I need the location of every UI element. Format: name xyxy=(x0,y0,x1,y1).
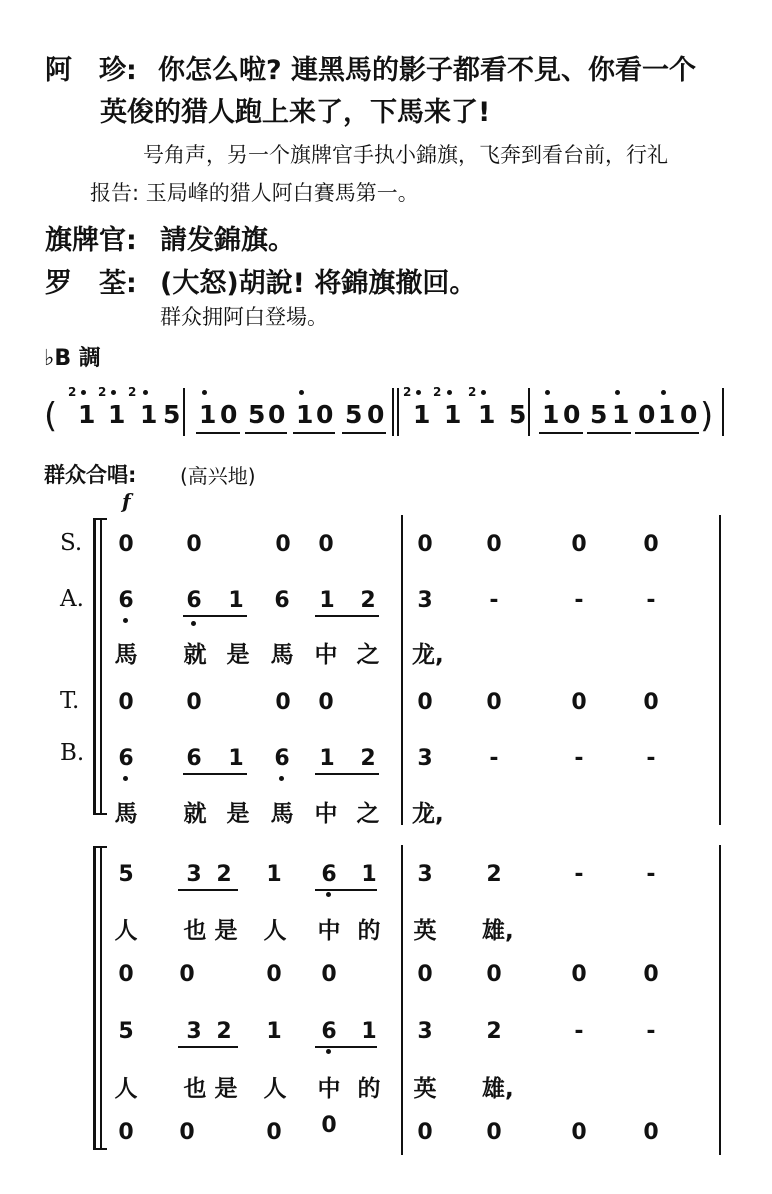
lyric: 雄, xyxy=(482,918,514,944)
note: 3 xyxy=(417,1019,433,1044)
dash: - xyxy=(489,746,499,771)
note: 0 xyxy=(486,1120,502,1145)
note: 2 xyxy=(360,746,376,771)
intro-note: 1 xyxy=(658,400,676,429)
lyric: 人 xyxy=(114,1076,138,1102)
intro-note: 1 xyxy=(444,400,462,429)
key-signature: ♭B 調 xyxy=(44,346,101,371)
grace-note: 2 xyxy=(128,385,137,399)
note: 2 xyxy=(486,1019,502,1044)
intro-note: 1 xyxy=(413,400,431,429)
lyric: 中 xyxy=(314,642,338,668)
grace-note: 2 xyxy=(468,385,477,399)
note: 2 xyxy=(486,862,502,887)
intro-note: 1 xyxy=(542,400,560,429)
grace-note: 2 xyxy=(433,385,442,399)
note: 6 xyxy=(118,746,134,771)
lyric: 就 xyxy=(183,801,207,827)
intro-note: 1 xyxy=(108,400,126,429)
lyric: 人 xyxy=(114,918,138,944)
note: 0 xyxy=(417,962,433,987)
note: 0 xyxy=(186,532,202,557)
note: 0 xyxy=(417,532,433,557)
lyric: 馬 xyxy=(114,801,138,827)
intro-note: 0 xyxy=(680,400,698,429)
intro-note: 5 xyxy=(248,400,266,429)
chorus-label: 群众合唱: xyxy=(44,463,137,487)
dash: - xyxy=(574,588,584,613)
dash: - xyxy=(574,1019,584,1044)
dash: - xyxy=(646,746,656,771)
note: 3 xyxy=(186,862,202,887)
intro-note: 0 xyxy=(316,400,334,429)
intro-note: 0 xyxy=(220,400,238,429)
lyric: 是 xyxy=(214,1076,238,1102)
intro-note: 5 xyxy=(345,400,363,429)
grace-note: 2 xyxy=(403,385,412,399)
intro-note: 0 xyxy=(638,400,656,429)
lyric: 是 xyxy=(226,801,250,827)
lyric: 中 xyxy=(317,1076,341,1102)
dialogue-line-3: 請发錦旗。 xyxy=(160,225,295,256)
stage-direction-2: 报告: 玉局峰的猎人阿白賽馬第一。 xyxy=(90,181,419,205)
voice-label-tenor: T. xyxy=(60,688,80,714)
note: 0 xyxy=(118,962,134,987)
note: 0 xyxy=(643,690,659,715)
note: 6 xyxy=(321,862,337,887)
note: 0 xyxy=(266,962,282,987)
note: 0 xyxy=(571,532,587,557)
dialogue-line-4: (大怒)胡說! 将錦旗撤回。 xyxy=(160,268,477,299)
lyric: 之 xyxy=(356,642,380,668)
note: 0 xyxy=(275,532,291,557)
note: 0 xyxy=(118,690,134,715)
intro-note: 1 xyxy=(296,400,314,429)
note: 5 xyxy=(118,1019,134,1044)
note: 1 xyxy=(319,746,335,771)
lyric: 就 xyxy=(183,642,207,668)
note: 0 xyxy=(486,962,502,987)
note: 6 xyxy=(274,588,290,613)
note: 0 xyxy=(571,690,587,715)
intro-note: 0 xyxy=(563,400,581,429)
note: 0 xyxy=(417,690,433,715)
lyric: 馬 xyxy=(270,642,294,668)
note: 0 xyxy=(571,962,587,987)
intro-note: 1 xyxy=(612,400,630,429)
note: 6 xyxy=(118,588,134,613)
note: 0 xyxy=(643,532,659,557)
lyric: 人 xyxy=(263,1076,287,1102)
lyric: 馬 xyxy=(114,642,138,668)
note: 0 xyxy=(179,962,195,987)
lyric: 也 xyxy=(183,918,207,944)
note: 1 xyxy=(266,1019,282,1044)
stage-direction-1: 号角声，另一个旗牌官手执小錦旗，飞奔到看台前，行礼 xyxy=(143,143,668,167)
lyric: 的 xyxy=(357,918,381,944)
note: 6 xyxy=(186,588,202,613)
note: 1 xyxy=(361,862,377,887)
voice-label-alto: A. xyxy=(60,586,84,612)
intro-note: 1 xyxy=(78,400,96,429)
stage-direction-3: 群众拥阿白登場。 xyxy=(160,305,328,329)
note: 3 xyxy=(417,746,433,771)
dash: - xyxy=(489,588,499,613)
intro-note: 1 xyxy=(478,400,496,429)
voice-label-bass: B. xyxy=(60,740,85,766)
note: 0 xyxy=(318,532,334,557)
dash: - xyxy=(646,588,656,613)
voice-label-soprano: S. xyxy=(60,530,83,556)
note: 0 xyxy=(118,1120,134,1145)
intro-note: 0 xyxy=(268,400,286,429)
lyric: 也 xyxy=(183,1076,207,1102)
dash: - xyxy=(574,862,584,887)
note: 1 xyxy=(266,862,282,887)
note: 0 xyxy=(486,532,502,557)
lyric: 是 xyxy=(226,642,250,668)
lyric: 的 xyxy=(357,1076,381,1102)
note: 2 xyxy=(216,862,232,887)
intro-note: 1 xyxy=(199,400,217,429)
lyric: 龙, xyxy=(412,801,444,827)
note: 0 xyxy=(179,1120,195,1145)
lyric: 英 xyxy=(413,1076,437,1102)
note: 1 xyxy=(361,1019,377,1044)
dialogue-line-1: 你怎么啦? 連黑馬的影子都看不見、你看一个 xyxy=(158,55,697,86)
grace-note: 2 xyxy=(68,385,77,399)
note: 1 xyxy=(228,746,244,771)
speaker-flag-officer: 旗牌官: xyxy=(45,225,137,256)
lyric: 人 xyxy=(263,918,287,944)
note: 5 xyxy=(118,862,134,887)
note: 0 xyxy=(275,690,291,715)
lyric: 龙, xyxy=(412,642,444,668)
intro-note: 1 xyxy=(140,400,158,429)
note: 1 xyxy=(228,588,244,613)
note: 2 xyxy=(360,588,376,613)
note: 0 xyxy=(643,962,659,987)
note: 0 xyxy=(571,1120,587,1145)
note: 0 xyxy=(266,1120,282,1145)
chorus-mood: (高兴地) xyxy=(180,464,256,488)
note: 0 xyxy=(321,1113,337,1138)
note: 6 xyxy=(186,746,202,771)
lyric: 之 xyxy=(356,801,380,827)
note: 0 xyxy=(118,532,134,557)
note: 0 xyxy=(186,690,202,715)
intro-note: 5 xyxy=(163,400,181,429)
lyric: 雄, xyxy=(482,1076,514,1102)
note: 6 xyxy=(274,746,290,771)
lyric: 馬 xyxy=(270,801,294,827)
note: 0 xyxy=(643,1120,659,1145)
dynamic-forte: f xyxy=(122,489,131,513)
intro-note: 5 xyxy=(509,400,527,429)
dialogue-line-2: 英俊的猎人跑上来了，下馬来了! xyxy=(100,97,491,128)
lyric: 是 xyxy=(214,918,238,944)
note: 1 xyxy=(319,588,335,613)
lyric: 中 xyxy=(314,801,338,827)
lyric: 英 xyxy=(413,918,437,944)
dash: - xyxy=(646,862,656,887)
intro-open-paren: ( xyxy=(44,396,58,436)
intro-note: 5 xyxy=(590,400,608,429)
note: 3 xyxy=(417,862,433,887)
dash: - xyxy=(574,746,584,771)
lyric: 中 xyxy=(317,918,341,944)
speaker-a-zhen: 阿 珍: xyxy=(45,55,137,86)
intro-note: 0 xyxy=(367,400,385,429)
dash: - xyxy=(646,1019,656,1044)
note: 6 xyxy=(321,1019,337,1044)
note: 0 xyxy=(318,690,334,715)
speaker-luo-quan: 罗 荃: xyxy=(45,268,137,299)
note: 0 xyxy=(486,690,502,715)
intro-close-paren: ) xyxy=(700,396,714,436)
note: 0 xyxy=(321,962,337,987)
note: 0 xyxy=(417,1120,433,1145)
note: 3 xyxy=(417,588,433,613)
note: 3 xyxy=(186,1019,202,1044)
grace-note: 2 xyxy=(98,385,107,399)
note: 2 xyxy=(216,1019,232,1044)
